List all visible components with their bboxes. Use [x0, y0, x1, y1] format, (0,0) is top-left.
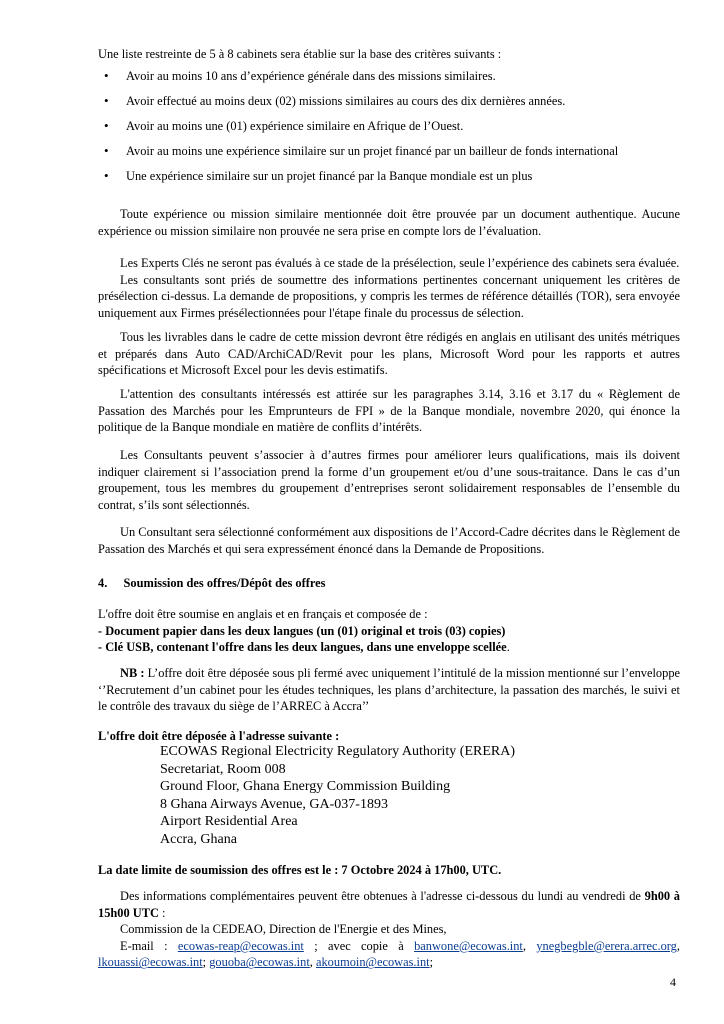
info-text: Des informations complémentaires peuvent être obtenues à l'adresse ci-dessous du lundi au vendredi de	[120, 889, 645, 903]
email-link[interactable]: ecowas-reap@ecowas.int	[177, 938, 304, 953]
contact-info	[98, 888, 680, 971]
criteria-item: • Avoir au moins 10 ans d’expérience générale dans des missions similaires.	[98, 68, 680, 93]
email-link[interactable]: ynegbegble@erera.arrec.org	[536, 938, 677, 953]
email-link[interactable]: lkouassi@ecowas.int	[98, 955, 203, 970]
paragraph-selection: Un Consultant sera sélectionné conformément aux dispositions de l’Accord-Cadre décrites dans le Règlement de Passation des Marchés et qui sera expressément énoncé dans la Demande de Propositions.	[98, 525, 680, 556]
nb-label: NB :	[120, 666, 145, 680]
submission-deadline: La date limite de soumission des offres est le : 7 Octobre 2024 à 17h00, UTC.	[98, 863, 502, 877]
paragraph-consultants: Les consultants sont priés de soumettre des informations pertinentes concernant uniquement les critères de présélection ci-dessus. La demande de propositions, y compris les termes de référence détaillés (TOR), sera envoyée uniquement aux Firmes présélectionnées pour l'étape finale du processus de sélection.	[98, 272, 680, 320]
email-label: E-mail :	[120, 938, 168, 953]
delivery-address	[160, 743, 515, 849]
paragraph-experts: Les Experts Clés ne seront pas évalués à ce stade de la présélection, seule l’expérience des cabinets sera évaluée.	[120, 256, 680, 270]
email-separator: ;	[429, 955, 434, 970]
email-separator: ;	[202, 955, 207, 970]
section-title: Soumission des offres/Dépôt des offres	[123, 576, 326, 590]
commission-name: Commission de la CEDEAO, Direction de l'Energie et des Mines,	[120, 922, 447, 937]
address-line: ECOWAS Regional Electricity Regulatory Authority (ERERA)	[160, 744, 515, 759]
email-separator: ,	[309, 955, 313, 970]
email-separator: ; avec copie à	[303, 938, 415, 953]
offer-item-usb: - Clé USB, contenant l'offre dans les deux langues, dans une enveloppe scellée	[98, 640, 507, 655]
offer-item-usb-end: .	[506, 640, 510, 655]
email-link[interactable]: akoumoin@ecowas.int	[315, 955, 430, 970]
address-line: 8 Ghana Airways Avenue, GA-037-1893	[160, 796, 388, 812]
nb-text: L’offre doit être déposée sous pli fermé avec uniquement l’intitulé de la mission mentionné sur l’enveloppe ‘’Recrutement d’un cabinet pour les études techniques, les plans d’architecture, la passation des marchés, le suivi et le contrôle des travaux du siège de l’ARREC à Accra’’	[98, 666, 681, 714]
paragraph-proof: Toute expérience ou mission similaire mentionnée doit être prouvée par un document authentique. Aucune expérience ou mission similaire non prouvée ne sera prise en compte lors de l’évaluation.	[98, 207, 680, 238]
paragraph-attention: L'attention des consultants intéressés est attirée sur les paragraphes 3.14, 3.16 et 3.17 du « Règlement de Passation des Marchés pour les Emprunteurs de FPI » de la Banque mondiale, novembre 2020, qui énonce la politique de la Banque mondiale en matière de conflits d’intérêts.	[98, 387, 680, 435]
section-number: 4.	[98, 576, 108, 590]
offer-composition	[98, 606, 680, 656]
address-label: L'offre doit être déposée à l'adresse suivante :	[98, 729, 340, 743]
page-number: 4	[670, 975, 676, 989]
paragraph-deliverables: Tous les livrables dans le cadre de cette mission devront être rédigés en anglais en utilisant des unités métriques et préparés dans Auto CAD/ArchiCAD/Revit pour les plans, Microsoft Word pour les rapports et autres spécifications et Microsoft Excel pour les devis estimatifs.	[98, 330, 680, 378]
address-line: Airport Residential Area	[160, 814, 298, 830]
criteria-section	[98, 46, 680, 193]
nb-note	[98, 665, 680, 715]
info-end: :	[158, 905, 166, 920]
email-link[interactable]: gouoba@ecowas.int	[209, 955, 310, 970]
offer-item-paper: - Document papier dans les deux langues (un (01) original et trois (03) copies)	[98, 623, 506, 638]
email-separator: ,	[522, 938, 526, 953]
section-heading	[98, 576, 325, 591]
criteria-list	[98, 68, 680, 193]
criteria-intro: Une liste restreinte de 5 à 8 cabinets sera établie sur la base des critères suivants :	[98, 47, 502, 61]
email-link[interactable]: banwone@ecowas.int	[414, 938, 523, 953]
offer-intro: L'offre doit être soumise en anglais et en français et composée de :	[98, 607, 428, 621]
criteria-item: • Une expérience similaire sur un projet financé par la Banque mondiale est un plus	[98, 168, 680, 193]
email-separator: ,	[676, 938, 680, 953]
criteria-item: • Avoir au moins une expérience similaire sur un projet financé par un bailleur de fonds international	[98, 143, 680, 168]
info-hours: 9h00 à 15h00 UTC	[98, 889, 680, 920]
criteria-item: • Avoir effectué au moins deux (02) missions similaires au cours des dix dernières années.	[98, 93, 680, 118]
paragraph-association: Les Consultants peuvent s’associer à d’autres firmes pour améliorer leurs qualifications, mais ils doivent indiquer clairement si l’association prend la forme d’un groupement et/ou d’une sous-traitance. Dans le cas d’un groupement, tous les membres du groupement d’entreprises seront solidairement responsables de l’ensemble du contrat, s’ils sont sélectionnés.	[98, 448, 680, 512]
address-line: Secretariat, Room 008	[160, 761, 286, 777]
address-line: Accra, Ghana	[160, 831, 237, 847]
address-line: Ground Floor, Ghana Energy Commission Building	[160, 779, 451, 795]
criteria-item: • Avoir au moins une (01) expérience similaire en Afrique de l’Ouest.	[98, 118, 680, 143]
